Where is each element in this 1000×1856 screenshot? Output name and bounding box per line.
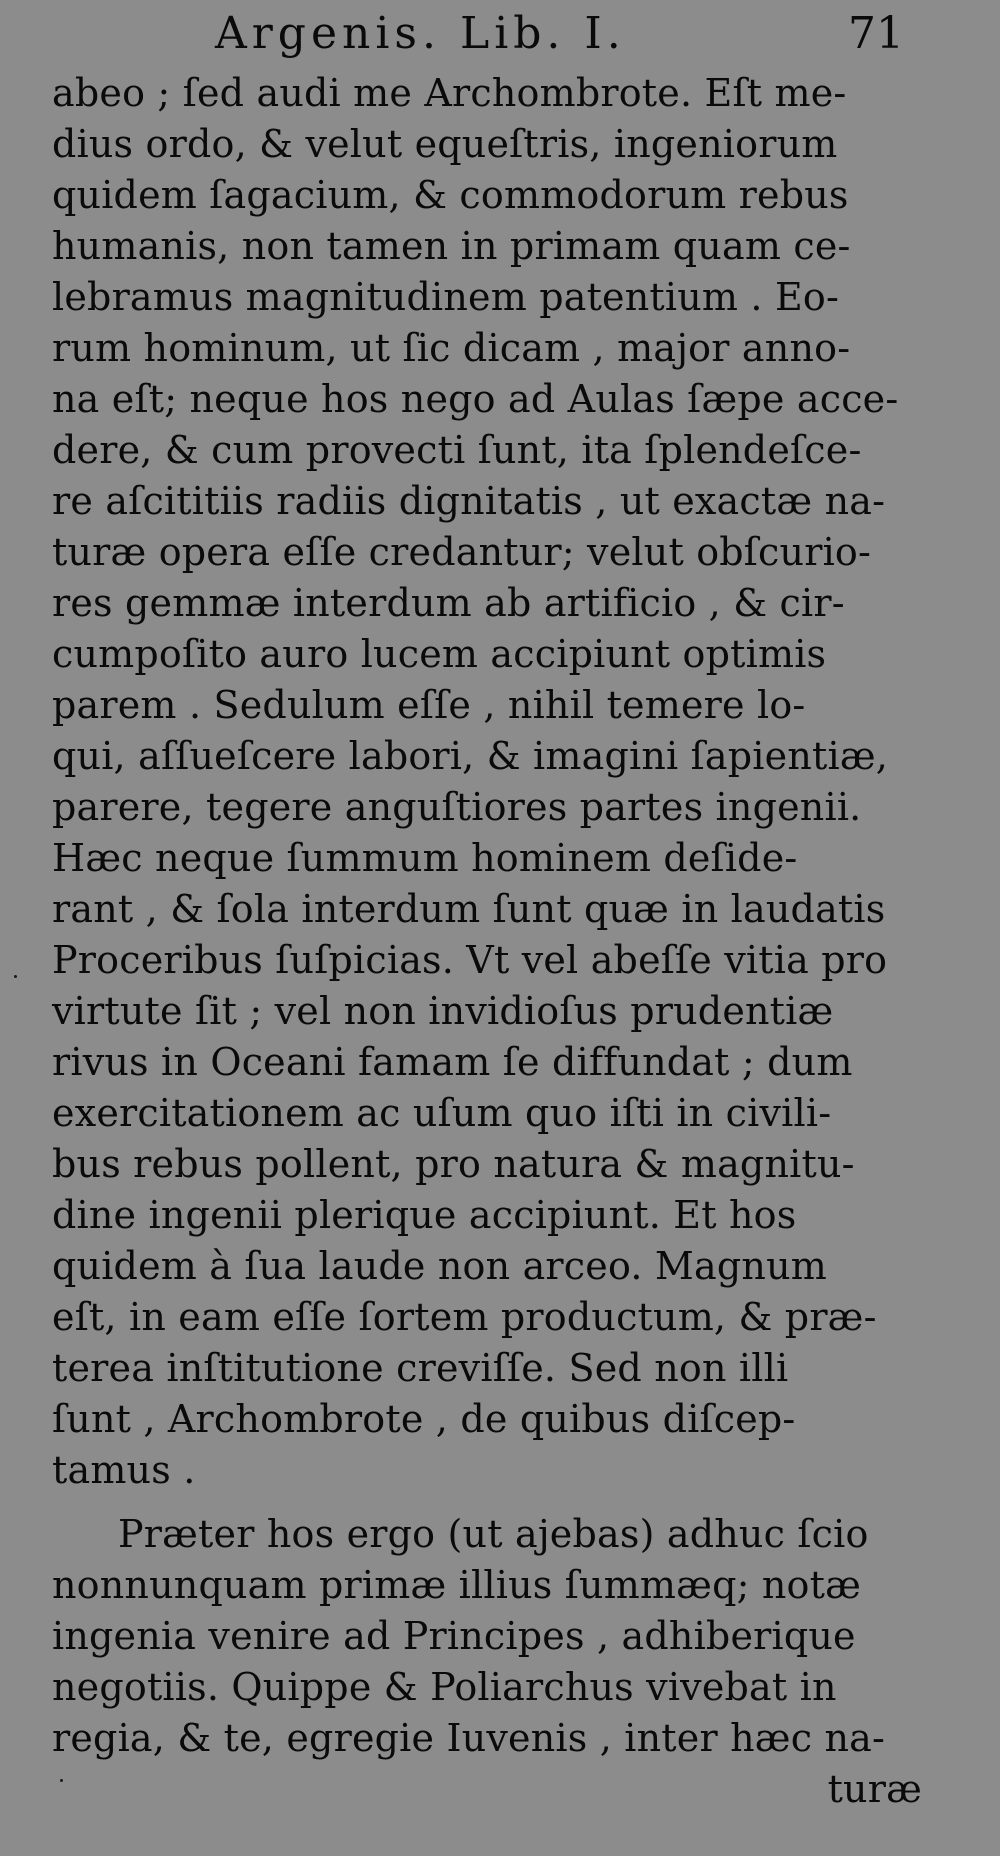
text-line: res gemmæ interdum ab artificio , & cir-: [52, 581, 845, 625]
text-line: terea inſtitutione creviſſe. Sed non illi: [52, 1346, 789, 1390]
text-line: rant , & ſola interdum ſunt quæ in laudatis: [52, 887, 886, 931]
paragraph-2: [52, 1509, 942, 1764]
text-line: qui, aſſueſcere labori, & imagini ſapientiæ,: [52, 734, 889, 778]
ink-speck: [14, 975, 17, 978]
text-line: virtute ſit ; vel non invidioſus prudentiæ: [52, 989, 834, 1033]
text-line: regia, & te, egregie Iuvenis , inter hæc na-: [52, 1716, 886, 1760]
text-line: dius ordo, & velut equeſtris, ingeniorum: [52, 122, 838, 166]
text-line: dine ingenii plerique accipiunt. Et hos: [52, 1193, 797, 1237]
text-line: cumpoſito auro lucem accipiunt optimis: [52, 632, 827, 676]
text-line: parem . Sedulum eſſe , nihil temere lo-: [52, 683, 806, 727]
text-line: nonnunquam primæ illius ſummæq; notæ: [52, 1563, 862, 1607]
text-line: Hæc neque ſummum hominem deſide-: [52, 836, 798, 880]
text-line: parere, tegere anguſtiores partes ingenii.: [52, 785, 862, 829]
text-line: tamus .: [52, 1448, 196, 1492]
text-line: quidem ſagacium, & commodorum rebus: [52, 173, 849, 217]
ink-speck: [60, 1779, 63, 1782]
text-line: dere, & cum provecti ſunt, ita ſplendeſce-: [52, 428, 862, 472]
text-line: turæ opera eſſe credantur; velut obſcurio-: [52, 530, 872, 574]
text-line: abeo ; ſed audi me Archombrote. Eſt me-: [52, 71, 847, 115]
text-line: na eſt; neque hos nego ad Aulas ſæpe acce-: [52, 377, 899, 421]
body-text: [52, 68, 942, 1815]
text-line: ingenia venire ad Principes , adhiberique: [52, 1614, 856, 1658]
text-line: bus rebus pollent, pro natura & magnitu-: [52, 1142, 855, 1186]
running-title: Argenis. Lib. I.: [215, 8, 626, 59]
text-line: rum hominum, ut ſic dicam , major anno-: [52, 326, 851, 370]
page-number: 71: [848, 8, 904, 59]
text-line: eſt, in eam eſſe ſortem productum, & præ-: [52, 1295, 877, 1339]
text-line: Proceribus ſuſpicias. Vt vel abeſſe vitia pro: [52, 938, 888, 982]
text-line: re aſcititiis radiis dignitatis , ut exactæ na-: [52, 479, 886, 523]
text-line: rivus in Oceani famam ſe diffundat ; dum: [52, 1040, 853, 1084]
text-line: exercitationem ac uſum quo iſti in civili-: [52, 1091, 832, 1135]
text-line: Præter hos ergo (ut ajebas) adhuc ſcio: [118, 1512, 869, 1556]
text-line: humanis, non tamen in primam quam ce-: [52, 224, 851, 268]
text-line: lebramus magnitudinem patentium . Eo-: [52, 275, 840, 319]
text-line: negotiis. Quippe & Poliarchus vivebat in: [52, 1665, 837, 1709]
catchword: turæ: [827, 1767, 922, 1811]
paragraph-1: [52, 68, 942, 1496]
paragraph-gap: [52, 1496, 942, 1509]
text-line: ſunt , Archombrote , de quibus diſcep-: [52, 1397, 796, 1441]
text-line: quidem à ſua laude non arceo. Magnum: [52, 1244, 827, 1288]
